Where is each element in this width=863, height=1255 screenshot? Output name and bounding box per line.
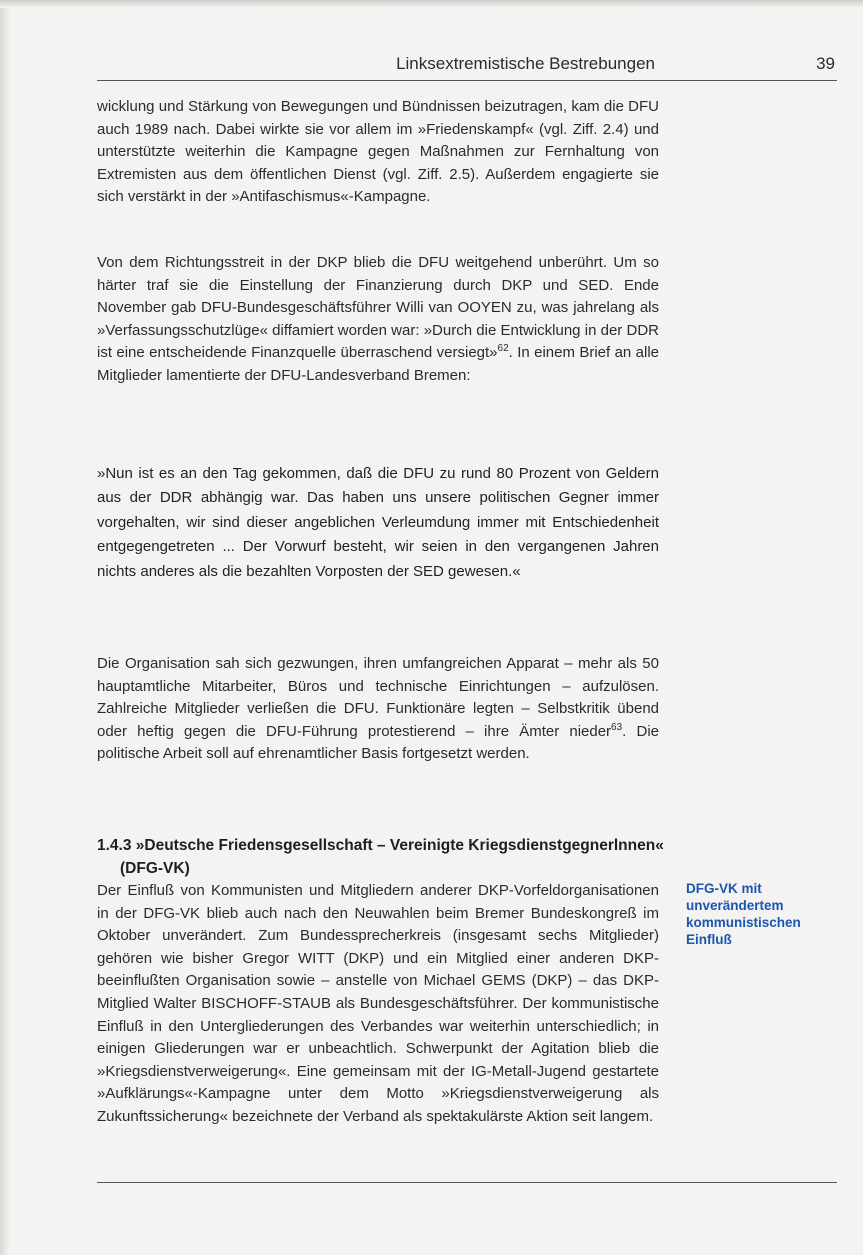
header-rule — [97, 80, 837, 81]
paragraph-dfu-dissolution — [97, 653, 659, 766]
paragraph-dfu-financing-text: Von dem Richtungsstreit in der DKP blieb die DFU weitgehend unberührt. Um so härter traf sie die Einstellung der Finanzierung durch DKP und SED. Ende November gab DFU-Bundesgeschäftsführer Willi van OOYEN zu, was jahrelang als »Verfassungsschutzlüge« diffamiert worden war: »Durch die Entwicklung in der DDR ist eine entscheidende Finanzquelle überraschend versiegt» — [97, 254, 659, 362]
margin-note-line: DFG-VK mit — [686, 881, 762, 896]
margin-note-line: Einfluß — [686, 932, 732, 947]
paragraph-dfg-vk: Der Einfluß von Kommunisten und Mitgliedern anderer DKP-Vorfeldorganisationen in der DFG-VK blieb auch nach den Neuwahlen beim Bremer Bundeskongreß im Oktober unverändert. Zum Bundessprecherkreis (insgesamt sechs Mitglieder) gehören wie bisher Gregor WITT (DKP) und ein Mitglied einer anderen DKP-beeinflußten Organisation sowie – anstelle von Michael GEMS (DKP) – das DKP-Mitglied Walter BISCHOFF-STAUB als Bundesgeschäftsführer. Der kommunistische Einfluß in den Untergliederungen des Verbandes war weiterhin unterschiedlich; in einigen Gliederungen war er unbeachtlich. Schwerpunkt der Agitation blieb die »Kriegsdienstverweigerung«. Eine gemeinsam mit der IG-Metall-Jugend gestartete »Aufklärungs«-Kampagne unter dem Motto »Kriegsdienstverweigerung als Zukunftssicherung« bezeichnete der Verband als spektakulärste Aktion seit langem. — [97, 882, 659, 1125]
section-heading-dfg-vk: 1.4.3 »Deutsche Friedensgesellschaft – Vereinigte Kriegsdienstgegnerlnnen« (DFG-VK) — [97, 837, 664, 877]
running-title: Linksextremistische Bestrebungen — [396, 54, 655, 73]
paragraph-dfu-dissolution-text-cont: . Die politische Arbeit soll auf ehrenamtlicher Basis fortgesetzt werden. — [97, 722, 659, 763]
paragraph-dfu-financing-text-cont: . In einem Brief an alle Mitglieder lamentierte der DFU-Landesverband Bremen: — [97, 344, 659, 384]
page-top-shadow — [0, 0, 863, 8]
margin-note-line: kommunistischen — [686, 915, 801, 930]
footer-rule — [97, 1182, 837, 1183]
footnote-ref-62: 62 — [497, 343, 509, 355]
margin-note — [686, 880, 846, 948]
page-edge-shadow — [0, 0, 10, 1255]
footnote-ref-63: 63 — [611, 721, 623, 733]
paragraph-dfu-dissolution-text: Die Organisation sah sich gezwungen, ihren umfangreichen Apparat – mehr als 50 hauptamtliche Mitarbeiter, Büros und technische Einrichtungen – aufzulösen. Zahlreiche Mitglieder verließen die DFU. Funktionäre legten – Selbstkritik übend oder heftig gegen die DFU-Führung protestierend – ihre Ämter nieder — [97, 655, 659, 740]
margin-note-line: unverändertem — [686, 898, 784, 913]
block-quote-bremen: »Nun ist es an den Tag gekommen, daß die DFU zu rund 80 Prozent von Geldern aus der DDR abhängig war. Das haben uns unsere politischen Gegner immer vorgehalten, wir sind dieser angeblichen Verleumdung immer mit Entschiedenheit entgegengetreten ... Der Vorwurf besteht, wir seien in den vergangenen Jahren nichts anderes als die bezahlten Vorposten der SED gewesen.« — [97, 465, 659, 580]
paragraph-dfu-financing — [97, 252, 659, 388]
page-number: 39 — [816, 54, 835, 73]
paragraph-dfu-activities: wicklung und Stärkung von Bewegungen und Bündnissen beizutragen, kam die DFU auch 1989 nach. Dabei wirkte sie vor allem im »Friedenskampf« (vgl. Ziff. 2.4) und unterstützte weiterhin die Kampagne gegen Maßnahmen zur Fernhaltung von Extremisten aus dem öffentlichen Dienst (vgl. Ziff. 2.5). Außerdem engagierte sie sich verstärkt in der »Antifaschismus«-Kampagne. — [97, 98, 659, 206]
running-header — [97, 54, 837, 82]
